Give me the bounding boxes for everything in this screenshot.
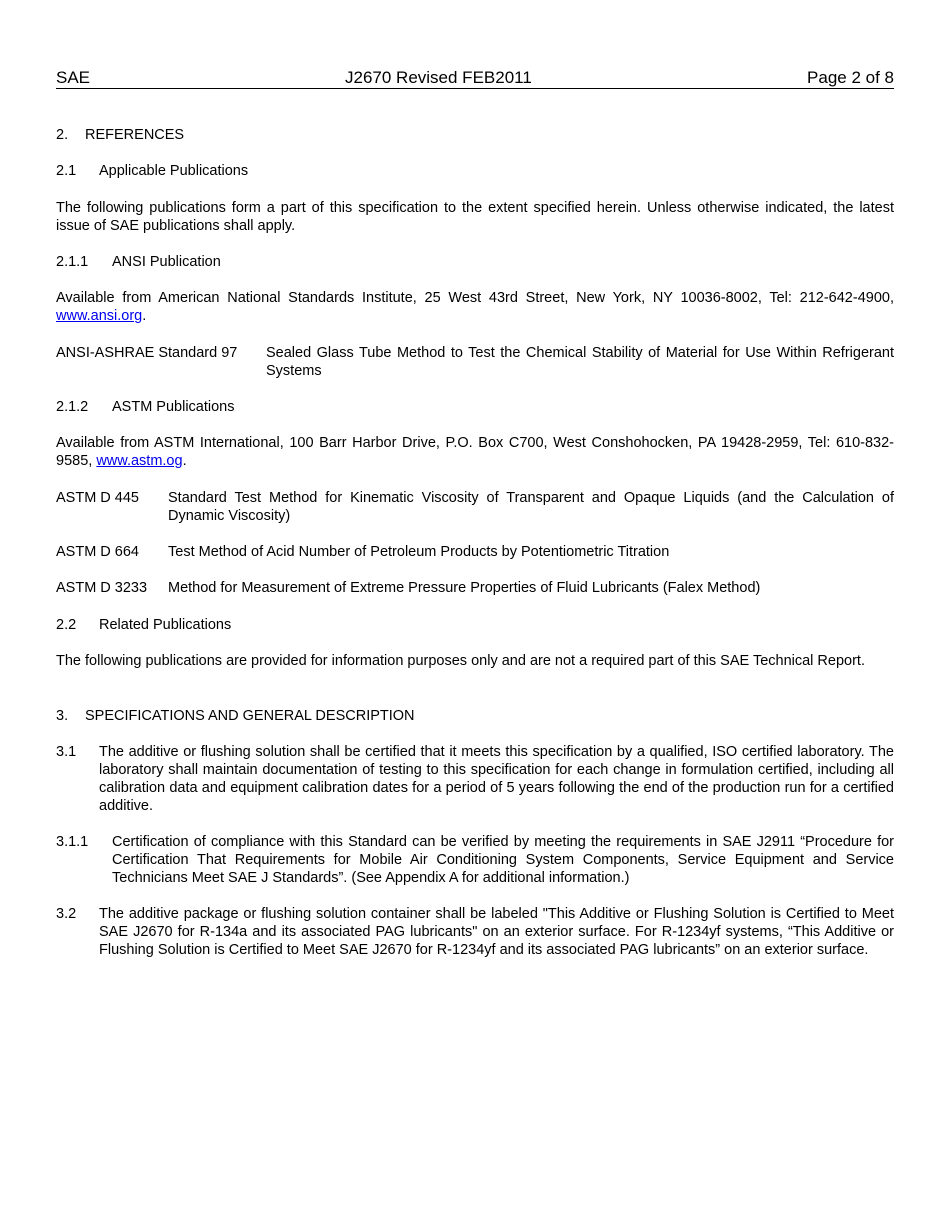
section-text: The additive or flushing solution shall be certified that it meets this specification by a qualified, ISO certified laboratory. The laboratory shall maintain documentation of testing to this specification for each change in formulation certified, including all calibration data and equipment calibration dates for a period of 5 years following the end of the production run for a certified additive. <box>99 744 894 814</box>
ansi-availability-paragraph: Available from American National Standards Institute, 25 West 43rd Street, New York, NY 10036-8002, Tel: 212-642-4900, www.ansi.org. <box>56 290 894 324</box>
header-document-id: J2670 Revised FEB2011 <box>345 68 532 87</box>
section-number: 3.2 <box>56 906 77 922</box>
section-3-1-1 <box>56 833 894 887</box>
ansi-website-link[interactable]: www.ansi.org <box>56 308 143 324</box>
section-title: Related Publications <box>99 617 232 633</box>
header-organization: SAE <box>56 68 91 87</box>
reference-title: Standard Test Method for Kinematic Viscosity of Transparent and Opaque Liquids (and the Calculation of Dynamic Viscosity) <box>168 490 894 524</box>
section-number: 2.1 <box>56 163 77 179</box>
section-text: Certification of compliance with this Standard can be verified by meeting the requirements in SAE J2911 “Procedure for Certification That Requirements for Mobile Air Conditioning System Components, Service Equipment and Service Technicians Meet SAE J Standards”. (See Appendix A for additional information.) <box>112 834 894 886</box>
section-2-2-heading <box>56 616 894 634</box>
section-number: 3.1.1 <box>56 834 89 850</box>
section-2-1-2-heading <box>56 398 894 416</box>
reference-label: ASTM D 445 <box>56 490 139 506</box>
astm-reference-entry <box>56 579 894 597</box>
reference-label: ANSI-ASHRAE Standard 97 <box>56 345 238 361</box>
section-3-1 <box>56 743 894 815</box>
ansi-reference-entry <box>56 344 894 380</box>
section-2-heading <box>56 126 894 144</box>
section-number: 2. <box>56 127 69 143</box>
availability-text: Available from ASTM International, 100 Barr Harbor Drive, P.O. Box C700, West Conshohocken, PA 19428-2959, Tel: 610-832-9585, <box>56 435 894 469</box>
section-2-1-paragraph: The following publications form a part of this specification to the extent specified herein. Unless otherwise indicated, the latest issue of SAE publications shall apply. <box>56 200 894 234</box>
astm-website-link[interactable]: www.astm.og <box>96 453 183 469</box>
reference-title: Test Method of Acid Number of Petroleum Products by Potentiometric Titration <box>168 544 670 560</box>
reference-label: ASTM D 664 <box>56 544 139 560</box>
section-title: SPECIFICATIONS AND GENERAL DESCRIPTION <box>85 708 415 724</box>
section-text: The additive package or flushing solution container shall be labeled "This Additive or Flushing Solution is Certified to Meet SAE J2670 for R-134a and its associated PAG lubricants" on an exterior surface. For R-1234yf systems, “This Additive or Flushing Solution is Certified to Meet SAE J2670 for R-1234yf and its associated PAG lubricants” on an exterior surface. <box>99 906 894 958</box>
reference-label: ASTM D 3233 <box>56 580 148 596</box>
astm-reference-entry <box>56 489 894 525</box>
section-2-2-paragraph: The following publications are provided for information purposes only and are not a required part of this SAE Technical Report. <box>56 653 865 669</box>
section-number: 3.1 <box>56 744 77 760</box>
availability-text: Available from American National Standards Institute, 25 West 43rd Street, New York, NY 10036-8002, Tel: 212-642-4900, <box>56 290 894 306</box>
section-number: 3. <box>56 708 69 724</box>
reference-title: Method for Measurement of Extreme Pressure Properties of Fluid Lubricants (Falex Method) <box>168 580 761 596</box>
header-page-number: Page 2 of 8 <box>807 68 894 87</box>
section-title: REFERENCES <box>85 127 185 143</box>
astm-reference-entry <box>56 543 894 561</box>
section-number: 2.2 <box>56 617 77 633</box>
section-2-1-heading <box>56 162 894 180</box>
page-header <box>56 68 894 89</box>
section-title: Applicable Publications <box>99 163 249 179</box>
section-title: ASTM Publications <box>112 399 235 415</box>
reference-title: Sealed Glass Tube Method to Test the Chemical Stability of Material for Use Within Refrigerant Systems <box>266 345 894 379</box>
section-2-1-1-heading <box>56 253 894 271</box>
section-number: 2.1.2 <box>56 399 89 415</box>
section-3-2 <box>56 905 894 977</box>
section-3-heading <box>56 707 894 725</box>
section-title: ANSI Publication <box>112 254 221 270</box>
astm-availability-paragraph: Available from ASTM International, 100 Barr Harbor Drive, P.O. Box C700, West Conshohocken, PA 19428-2959, Tel: 610-832-9585, www.astm.og. <box>56 435 894 469</box>
section-number: 2.1.1 <box>56 254 89 270</box>
